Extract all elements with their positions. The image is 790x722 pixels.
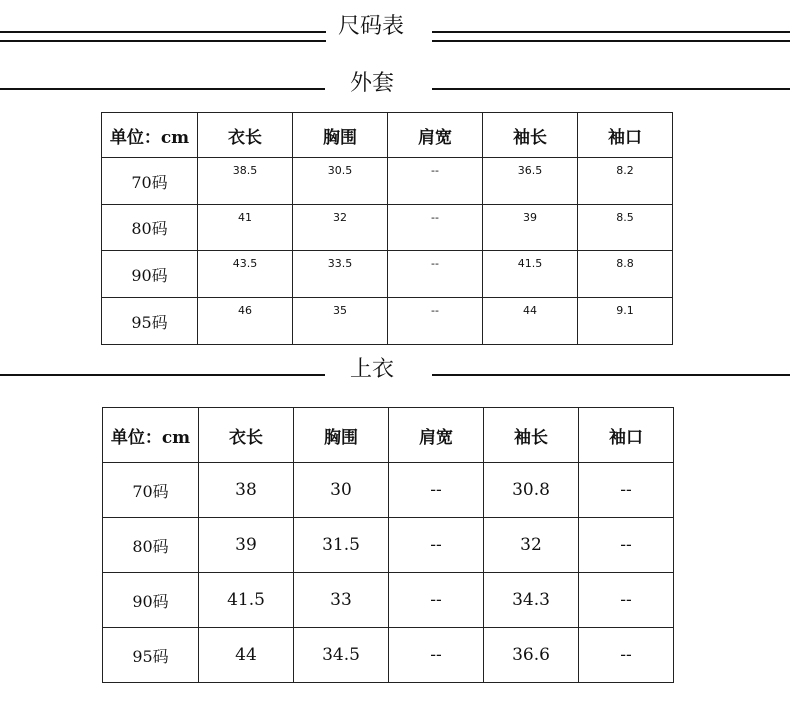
table-cell: 9.1	[578, 298, 673, 345]
table-cell: 33	[294, 573, 389, 628]
top-size-table	[102, 407, 674, 683]
top-rule-left	[0, 374, 325, 376]
table-cell: 34.3	[484, 573, 579, 628]
size-label: 90码	[103, 573, 199, 628]
header-cell-sleeve: 袖长	[483, 113, 578, 158]
table-cell: --	[579, 573, 674, 628]
table-cell: 32	[293, 205, 388, 251]
table-cell: 35	[293, 298, 388, 345]
size-label: 95码	[102, 298, 198, 345]
header-cell-cuff: 袖口	[579, 408, 674, 463]
table-header-row	[103, 408, 674, 463]
table-row	[102, 251, 673, 298]
size-label: 80码	[103, 518, 199, 573]
table-cell: --	[579, 463, 674, 518]
header-cell-shoulder: 肩宽	[389, 408, 484, 463]
jacket-size-table	[101, 112, 673, 345]
table-cell: --	[579, 628, 674, 683]
table-cell: 43.5	[198, 251, 293, 298]
page-title: 尺码表	[338, 14, 405, 39]
header-cell-chest: 胸围	[293, 113, 388, 158]
table-cell: 30.5	[293, 158, 388, 205]
table-cell: 44	[483, 298, 578, 345]
header-cell-sleeve: 袖长	[484, 408, 579, 463]
table-row	[102, 205, 673, 251]
header-cell-shoulder: 肩宽	[388, 113, 483, 158]
table-cell: --	[388, 205, 483, 251]
size-label: 70码	[102, 158, 198, 205]
table-cell: 46	[198, 298, 293, 345]
jacket-rule-left	[0, 88, 325, 90]
table-cell: --	[389, 463, 484, 518]
size-label: 70码	[103, 463, 199, 518]
table-header-row	[102, 113, 673, 158]
table-cell: --	[389, 573, 484, 628]
table-row	[102, 158, 673, 205]
table-cell: 41.5	[199, 573, 294, 628]
header-cell-cuff: 袖口	[578, 113, 673, 158]
table-cell: 31.5	[294, 518, 389, 573]
table-cell: 38.5	[198, 158, 293, 205]
table-cell: 39	[199, 518, 294, 573]
table-cell: 36.5	[483, 158, 578, 205]
table-cell: --	[389, 518, 484, 573]
table-cell: --	[389, 628, 484, 683]
header-cell-unit: 单位：cm	[103, 408, 199, 463]
title-rule-right-top	[432, 31, 790, 33]
table-cell: 8.2	[578, 158, 673, 205]
title-rule-left-bottom	[0, 40, 326, 42]
top-heading: 上衣	[350, 357, 395, 382]
title-rule-right-bottom	[432, 40, 790, 42]
table-row	[103, 573, 674, 628]
top-rule-right	[432, 374, 790, 376]
table-cell: 41.5	[483, 251, 578, 298]
header-cell-unit: 单位：cm	[102, 113, 198, 158]
table-cell: --	[388, 158, 483, 205]
table-cell: 39	[483, 205, 578, 251]
table-cell: 44	[199, 628, 294, 683]
jacket-heading: 外套	[350, 71, 395, 96]
title-rule-left-top	[0, 31, 326, 33]
size-label: 90码	[102, 251, 198, 298]
jacket-rule-right	[432, 88, 790, 90]
header-cell-length: 衣长	[199, 408, 294, 463]
table-cell: 41	[198, 205, 293, 251]
size-label: 95码	[103, 628, 199, 683]
table-cell: 36.6	[484, 628, 579, 683]
table-cell: 32	[484, 518, 579, 573]
table-cell: 34.5	[294, 628, 389, 683]
table-cell: --	[388, 298, 483, 345]
header-cell-chest: 胸围	[294, 408, 389, 463]
table-cell: --	[579, 518, 674, 573]
table-row	[103, 628, 674, 683]
table-cell: 33.5	[293, 251, 388, 298]
table-row	[103, 463, 674, 518]
table-cell: --	[388, 251, 483, 298]
table-cell: 38	[199, 463, 294, 518]
table-cell: 30	[294, 463, 389, 518]
table-cell: 30.8	[484, 463, 579, 518]
table-cell: 8.5	[578, 205, 673, 251]
table-row	[102, 298, 673, 345]
size-label: 80码	[102, 205, 198, 251]
header-cell-length: 衣长	[198, 113, 293, 158]
table-cell: 8.8	[578, 251, 673, 298]
table-row	[103, 518, 674, 573]
